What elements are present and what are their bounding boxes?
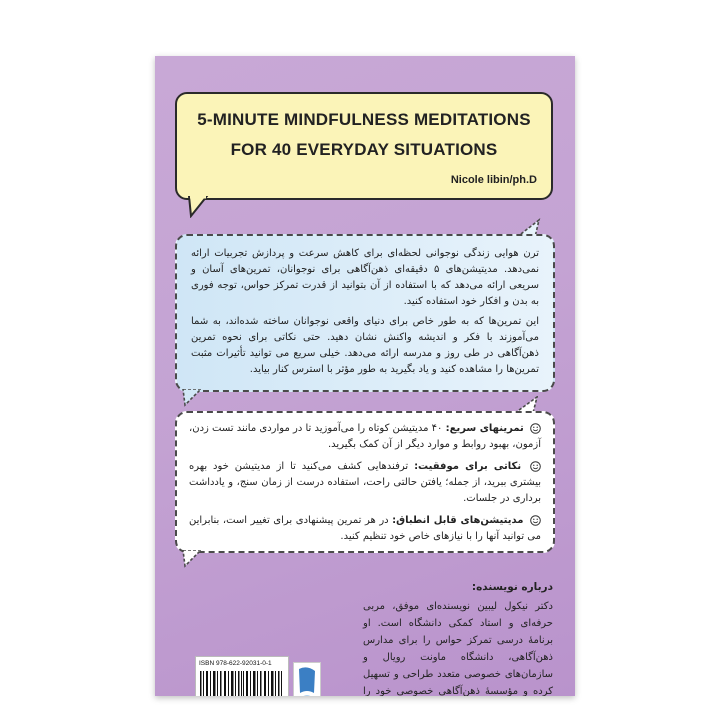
smiley-icon	[530, 423, 541, 434]
tip-heading: مدیتیشن‌های قابل انطباق:	[392, 515, 524, 526]
isbn-label: ISBN 978-622-92031-0-1	[199, 660, 272, 667]
intro-paragraph-2: این تمرین‌ها که به طور خاص برای دنیای واقعی نوجوانان ساخته شده‌اند، به شما می‌آموزند با فکر و اندیشه واکنش نشان دهید. حتی نکاتی برای نحوه تمرین ذهن‌آگاهی در طی روز و مدرسه ارائه می‌دهد. خیلی سریع می توانید تأثیرات مثبت تمرین‌ها را مشاهده کنید و یاد بگیرید به طور مؤثر با استرس کنار بیاید.	[191, 316, 539, 375]
tip-quick-exercises	[189, 421, 541, 453]
about-author-section	[363, 579, 553, 696]
tip-adaptable-meditations	[189, 513, 541, 545]
title-bubble-tail	[187, 196, 211, 218]
intro-bubble-bottom-tail	[181, 389, 205, 407]
barcode-bars-icon	[200, 671, 284, 696]
tip-success-tips	[189, 459, 541, 507]
tip-text: در هر تمرین پیشنهادی برای تغییر است، بنابراین می توانید آنها را با نیازهای خاص خود تنظیم کنید.	[189, 515, 541, 542]
tip-heading: تمرینهای سریع:	[445, 423, 524, 434]
title-line-1: 5-MINUTE MINDFULNESS MEDITATIONS	[197, 110, 531, 129]
tips-speech-bubble	[175, 411, 555, 553]
tip-heading: نکاتی برای موفقیت:	[414, 461, 522, 472]
smiley-icon	[530, 515, 541, 526]
publisher-logo-icon	[294, 663, 320, 696]
title-speech-bubble	[175, 92, 553, 200]
tip-text: ۴۰ مدیتیشن کوتاه را می‌آموزید تا در مواردی مانند تست زدن، آزمون، بهبود روابط و موارد دیگر از آن کمک بگیرید.	[189, 423, 541, 450]
isbn-barcode	[195, 656, 289, 696]
about-author-text: دکتر نیکول لیبین نویسنده‌ای موفق، مربی حرفه‌ای و استاد کمکی دانشگاه است. او برنامهٔ درسی تمرکز حواس را برای مدارس ذهن‌آگاهی، دانشگاه ماونت رویال و سازمان‌های خصوصی متعدد طراحی و تسهیل کرده و مؤسسهٔ ذهن‌آگاهی خصوصی خود را	[363, 601, 553, 696]
tips-bubble-bottom-tail	[181, 550, 205, 568]
intro-speech-bubble	[175, 234, 555, 392]
smiley-icon	[530, 461, 541, 472]
author-name-english: Nicole libin/ph.D	[450, 174, 537, 186]
about-author-title: درباره نویسنده:	[471, 581, 553, 593]
tip-text: ترفندهایی کشف می‌کنید تا از مدیتیشن خود بهره بیشتری ببرید، از جمله؛ یافتن حالتی راحت، استفاده درست از زمان سنج، و یادداشت برداری در جلسات.	[189, 461, 541, 504]
intro-paragraph-1: ترن هوایی زندگی نوجوانی لحظه‌ای برای کاهش سرعت و پردازش تجربیات ارائه نمی‌دهد. مدیتیشن‌های ۵ دقیقه‌ای ذهن‌آگاهی برای نوجوانان، تمرین‌های آسان و سریعی ارائه می‌دهد که با استفاده از آن بتوانید از قدرت تمرکز حواس، توجه فوری به بدن و افکار خود استفاده کنید.	[191, 248, 540, 307]
book-back-cover	[155, 56, 575, 696]
publisher-logo	[293, 662, 321, 696]
title-line-2: FOR 40 EVERYDAY SITUATIONS	[230, 140, 498, 159]
